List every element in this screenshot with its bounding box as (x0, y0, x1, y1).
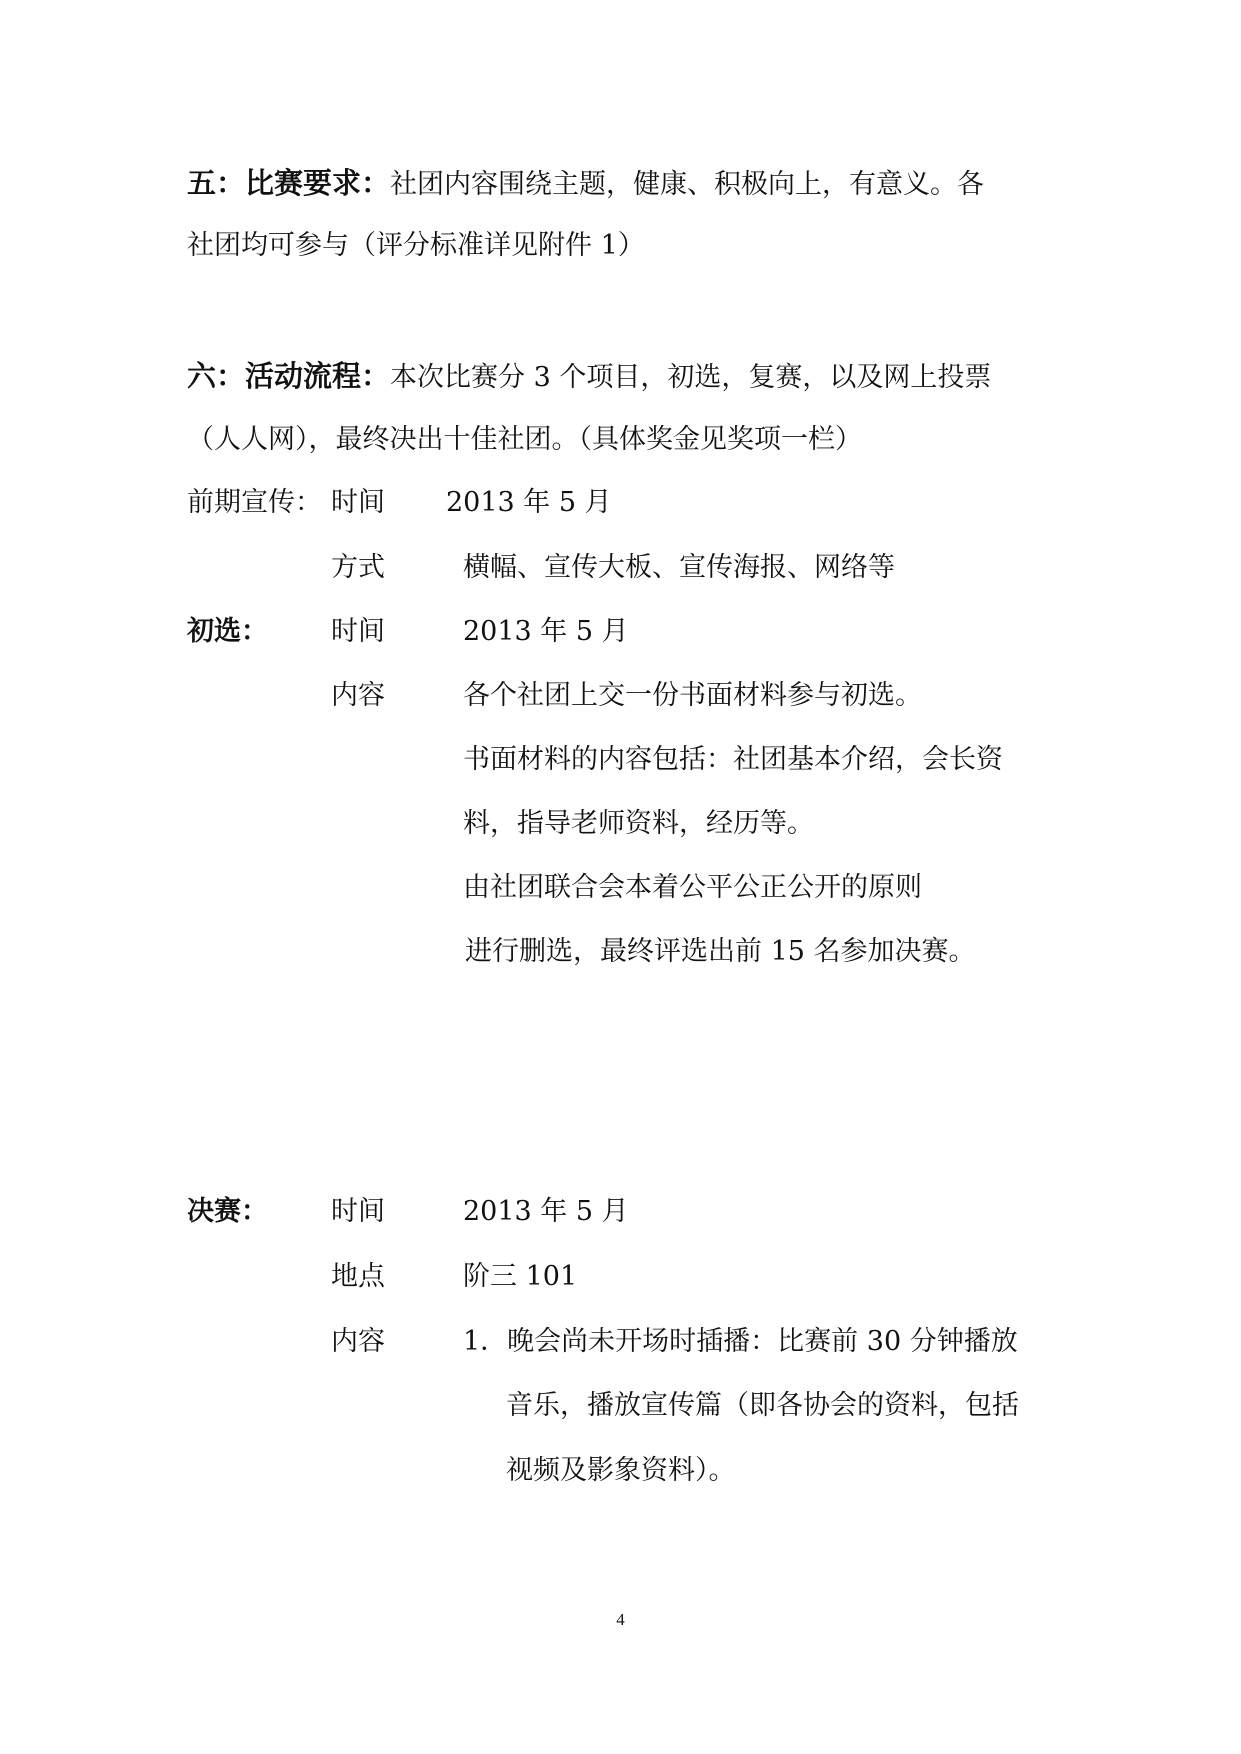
section-5-line-1 (187, 165, 984, 203)
section-5-heading: 五：比赛要求： (187, 166, 391, 200)
promo-label: 前期宣传： (187, 487, 322, 518)
section-6-heading: 六：活动流程： (187, 359, 391, 393)
final-time-value: 2013 年 5 月 (463, 1196, 629, 1227)
final-place-value: 阶三 101 (463, 1261, 578, 1292)
prelim-content-line: 各个社团上交一份书面材料参与初选。 (463, 680, 922, 711)
prelim-time-label: 时间 (331, 616, 385, 647)
prelim-content-line: 进行删选，最终评选出前 15 名参加决赛。 (465, 936, 976, 967)
final-label: 决赛： (187, 1196, 268, 1227)
prelim-content-line: 料，指导老师资料，经历等。 (463, 808, 814, 839)
prelim-content-label: 内容 (331, 680, 385, 711)
promo-time-value: 2013 年 5 月 (446, 487, 612, 518)
section-5-text-1: 社团内容围绕主题，健康、积极向上，有意义。各 (390, 169, 985, 200)
promo-method-label: 方式 (331, 552, 385, 583)
section-5-text-2: 社团均可参与（评分标准详见附件 1） (187, 230, 645, 261)
final-content-label: 内容 (331, 1326, 385, 1357)
section-6-line-1 (187, 358, 991, 396)
section-6-text-1: 本次比赛分 3 个项目，初选，复赛，以及网上投票 (390, 362, 992, 393)
promo-time-label: 时间 (331, 487, 385, 518)
final-content-line: 音乐，播放宣传篇（即各协会的资料，包括 (506, 1390, 1019, 1421)
section-6-text-2: （人人网），最终决出十佳社团。（具体奖金见奖项一栏） (187, 424, 862, 455)
page-number: 4 (616, 1610, 625, 1629)
final-time-label: 时间 (331, 1196, 385, 1227)
prelim-content-line: 由社团联合会本着公平公正公开的原则 (463, 872, 922, 903)
prelim-time-value: 2013 年 5 月 (463, 616, 629, 647)
final-place-label: 地点 (331, 1261, 385, 1292)
prelim-content-line: 书面材料的内容包括：社团基本介绍，会长资 (463, 744, 1003, 775)
final-content-line: 1．晚会尚未开场时插播：比赛前 30 分钟播放 (463, 1326, 1018, 1357)
prelim-label: 初选： (187, 616, 268, 647)
promo-method-value: 横幅、宣传大板、宣传海报、网络等 (463, 552, 895, 583)
final-content-line: 视频及影象资料）。 (506, 1455, 736, 1486)
